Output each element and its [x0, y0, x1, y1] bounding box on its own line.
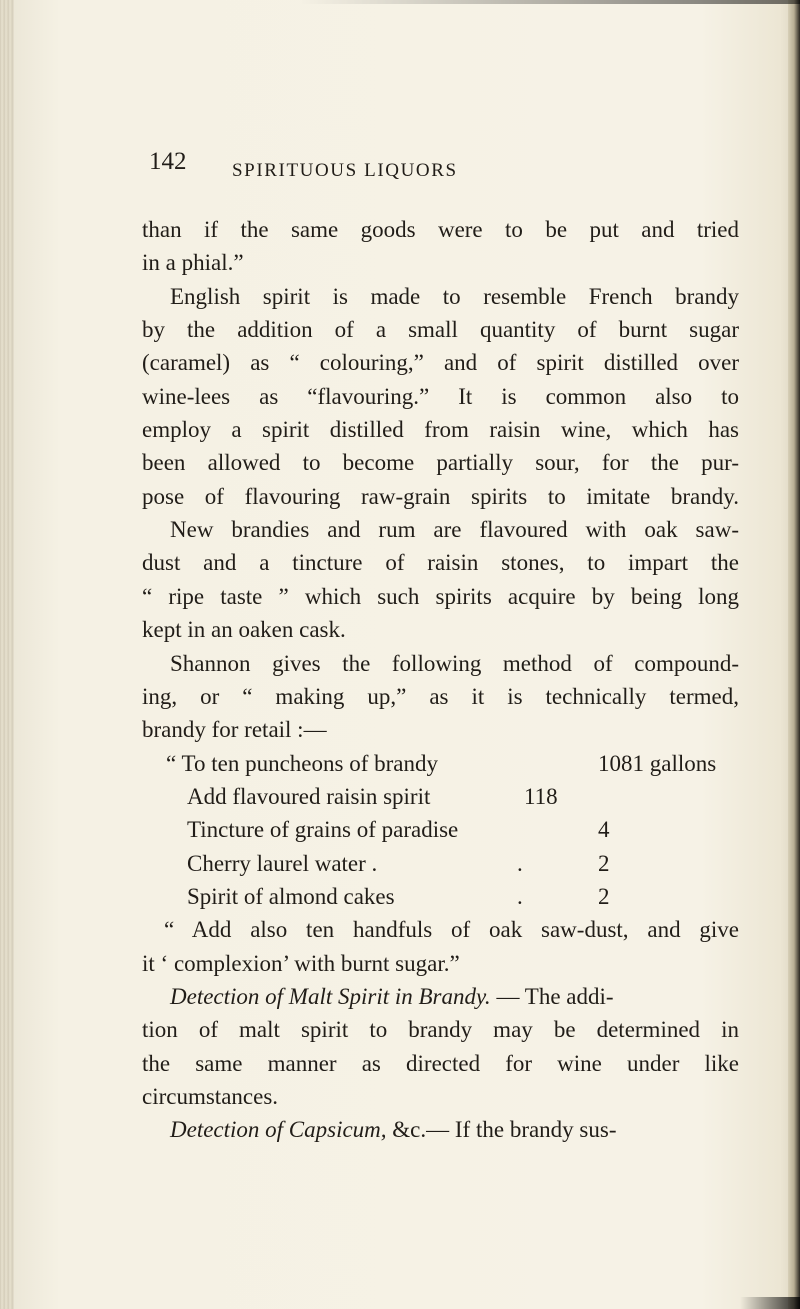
text-line: New brandies and rum are flavoured with oak saw-	[170, 517, 739, 542]
text-line: in a phial.”	[142, 250, 244, 275]
recipe-amount: 118	[524, 784, 558, 809]
recipe-dots: .	[517, 851, 523, 876]
text-line: employ a spirit distilled from raisin wine, which has	[142, 417, 739, 442]
capsicum-first-text: &c.— If the brandy sus-	[386, 1117, 617, 1142]
recipe-item: Cherry laurel water .	[187, 851, 378, 876]
text-line: dust and a tincture of raisin stones, to impart the	[142, 550, 739, 575]
recipe-amount: 2	[598, 851, 610, 876]
text-line: wine-lees as “flavouring.” It is common also to	[142, 384, 739, 409]
text-line: (caramel) as “ colouring,” and of spirit distilled over	[142, 350, 739, 375]
recipe-item: Add flavoured raisin spirit	[187, 784, 431, 809]
text-line: English spirit is made to resemble French brandy	[170, 284, 739, 309]
running-title: SPIRITUOUS LIQUORS	[232, 160, 458, 181]
text-line: been allowed to become partially sour, for the pur-	[142, 450, 739, 475]
text-line: Shannon gives the following method of compound-	[170, 651, 739, 676]
text-line: ing, or “ making up,” as it is technically termed,	[142, 684, 739, 709]
page-left-edge	[0, 0, 14, 1309]
text-line: than if the same goods were to be put and tried	[142, 217, 739, 242]
text-line: pose of flavouring raw-grain spirits to imitate brandy.	[142, 484, 739, 509]
text-line: tion of malt spirit to brandy may be determined in	[142, 1017, 739, 1042]
text-line: the same manner as directed for wine under like	[142, 1051, 739, 1076]
text-line: kept in an oaken cask.	[142, 617, 346, 642]
section-heading-capsicum	[170, 1115, 617, 1145]
page-right-edge	[788, 0, 800, 1309]
recipe-item: Tincture of grains of paradise	[187, 817, 459, 842]
page-number: 142	[149, 148, 187, 175]
capsicum-heading-text: Detection of Capsicum,	[170, 1117, 387, 1142]
malt-first-text: — The addi-	[490, 984, 614, 1009]
text-line: it ‘ complexion’ with burnt sugar.”	[142, 951, 460, 976]
text-line: by the addition of a small quantity of burnt sugar	[142, 317, 739, 342]
recipe-amount: 4	[598, 817, 610, 842]
recipe-item: Spirit of almond cakes	[187, 884, 395, 909]
text-line: circumstances.	[142, 1084, 279, 1109]
recipe-amount: 1081 gallons	[598, 751, 717, 776]
bottom-edge-shadow	[740, 1297, 800, 1309]
recipe-amount: 2	[598, 884, 610, 909]
text-line: brandy for retail :—	[142, 717, 327, 742]
recipe-item: “ To ten puncheons of brandy	[166, 751, 438, 776]
text-line: “ ripe taste ” which such spirits acquire by being long	[142, 584, 739, 609]
text-line: “ Add also ten handfuls of oak saw-dust, and give	[164, 917, 739, 942]
section-heading-malt	[170, 982, 614, 1012]
recipe-dots: .	[517, 884, 523, 909]
malt-heading-text: Detection of Malt Spirit in Brandy.	[170, 984, 491, 1009]
top-edge-shadow	[300, 0, 800, 4]
